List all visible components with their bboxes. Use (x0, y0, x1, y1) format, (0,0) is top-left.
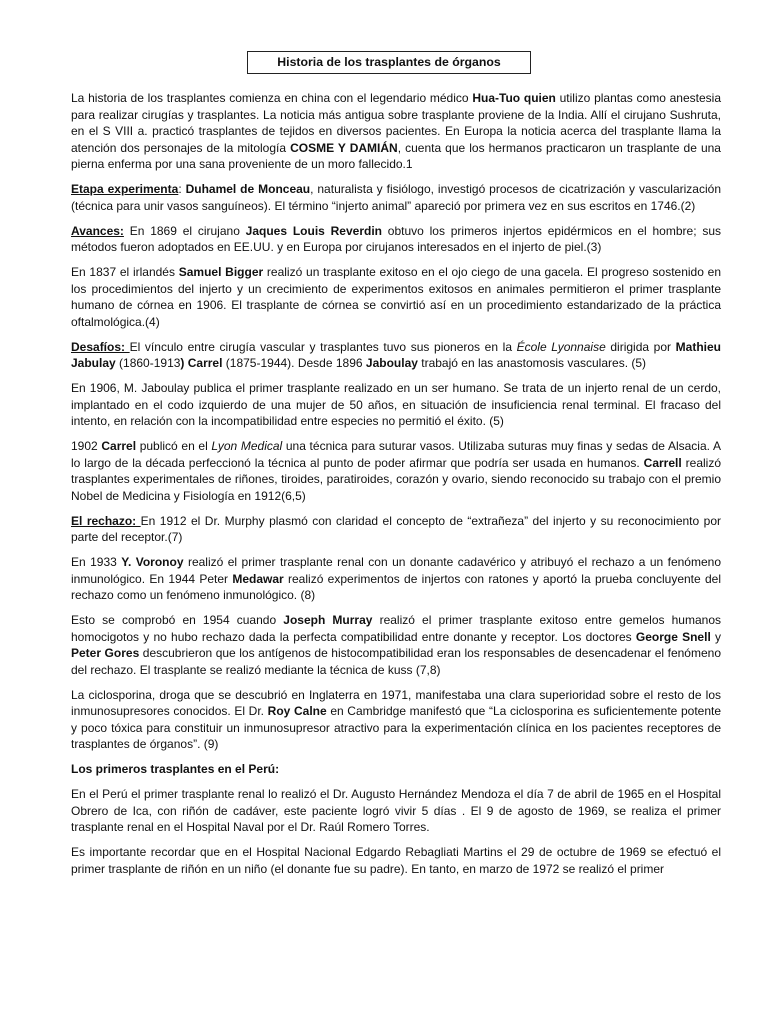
bold-name: Duhamel de Monceau (185, 182, 311, 196)
bold-name: Carrell (643, 455, 682, 470)
text-run: realizó trasplantes experimentales de riñones, tiroides, paratiroides, corazón y ovario, siendo reconocido su trabajo con el premio Nobel de Medicina y Fisiología en 1912(6,5) (71, 455, 721, 503)
text-run: en Cambridge manifestó que “La ciclosporina es suficientemente potente y poco tóxica para constituir un inmunosupresor atractivo para la experimentación clínica en los pacientes receptores de trasplantes de órganos”. (9) (71, 704, 722, 751)
bold-name: Carrel (101, 439, 137, 453)
document-title: Historia de los trasplantes de órganos (247, 51, 531, 74)
paragraph-voronoy (71, 554, 721, 604)
bold-name: Medawar (232, 571, 284, 586)
text-run: , naturalista y fisiólogo, investigó procesos de cicatrización y vascularización (técnica para unir vasos sanguíneos). El término “injerto animal” apareció por primera vez en sus escritos en 1746.(2) (71, 182, 721, 213)
text-run: realizó un trasplante exitoso en el ojo ciego de una gacela. El progreso sostenido en los procedimientos del injerto y un crecimiento de experimentos exitosos en animales permitieron el primer trasplante humano de córnea en 1906. El trasplante de córnea se convirtió así en un procedimiento estandarizado de la práctica oftalmológica.(4) (71, 265, 721, 329)
section-label: Avances: (71, 223, 124, 238)
text-run: obtuvo los primeros injertos epidérmicos en el hombre; sus métodos fueron adoptados en EE.UU. y en Europa por cirujanos interesados en el injerto de piel.(3) (71, 223, 722, 254)
paragraph-intro (71, 90, 721, 173)
text-run: (1860-1913 (115, 356, 181, 370)
text-run: una técnica para suturar vasos. Utilizaba suturas muy finas y sedas de Alsacia. A lo largo de la década perfeccionó la técnica al punto de poder afirmar que podría ser usada en humanos. (71, 439, 721, 470)
bold-name: George Snell (635, 629, 711, 644)
text-run: En 1837 el irlandés (71, 265, 179, 279)
text-run: : (178, 182, 186, 196)
paragraph-etapa-experimental (71, 181, 721, 214)
bold-name: Y. Voronoy (121, 555, 184, 569)
bold-name: Roy Calne (267, 704, 327, 718)
bold-name: Jaboulay (365, 356, 418, 370)
bold-name: Samuel Bigger (178, 265, 264, 279)
text-run: publicó en el (136, 439, 212, 453)
paragraph-carrel-1902 (71, 438, 721, 504)
italic-term: École Lyonnaise (516, 339, 606, 354)
text-run: La historia de los trasplantes comienza en china con el legendario médico (71, 91, 473, 105)
text-run: trabajó en las anastomosis vasculares. (5) (417, 356, 647, 370)
text-run: En 1869 el cirujano (123, 223, 246, 238)
bold-name: Peter Gores (71, 646, 140, 660)
paragraph-peru-1965 (71, 786, 721, 836)
text-run: realizó el primer trasplante renal con un donante cadavérico y atribuyó el rechazo a un fenómeno inmunológico. En 1944 Peter (71, 555, 721, 586)
text-run: descubrieron que los antígenos de histocompatibilidad eran los responsables de desencadenar el fenómeno del rechazo. El trasplante se realizó mediante la técnica de kuss (7,8) (71, 646, 721, 677)
text-run: El vínculo entre cirugía vascular y trasplantes tuvo sus pioneros en la (129, 339, 517, 354)
section-heading-peru: Los primeros trasplantes en el Perú: (71, 762, 280, 776)
text-run: utilizo plantas como anestesia para realizar cirugías y trasplantes. La noticia más antigua sobre trasplante proviene de la India. Allí el cirujano Sushruta, en el S VIII a. practicó trasplantes de tejidos en diversos pacientes. En Europa la noticia acerca del trasplante llama la atención dos personajes de la mitología (71, 91, 721, 155)
text-run: En 1933 (71, 555, 122, 569)
document-body (71, 90, 721, 886)
bold-name: Hua-Tuo quien (472, 91, 556, 105)
text-run: En el Perú el primer trasplante renal lo realizó el Dr. Augusto Hernández Mendoza el día 7 de abril de 1965 en el Hospital Obrero de Ica, con riñón de cadáver, este paciente logró vivir 5 días . El 9 de agosto de 1969, se realiza el primer trasplante renal en el Hospital Naval por el Dr. Raúl Romero Torres. (71, 787, 721, 834)
bold-name: Jaques Louis Reverdin (245, 223, 382, 238)
bold-name: ) Carrel (180, 356, 223, 370)
bold-name: Joseph Murray (283, 613, 373, 627)
paragraph-desafios (71, 339, 721, 372)
paragraph-peru-1969 (71, 844, 721, 877)
text-run: Esto se comprobó en 1954 cuando (71, 613, 284, 627)
paragraph-jaboulay-1906 (71, 380, 721, 430)
text-run: (1875-1944). Desde 1896 (222, 356, 366, 370)
paragraph-bigger (71, 264, 721, 330)
paragraph-ciclosporina (71, 687, 721, 753)
text-run: 1902 (71, 439, 102, 453)
text-run: realizó el primer trasplante exitoso entre gemelos humanos homocigotos y no hubo rechazo dada la perfecta compatibilidad entre donante y receptor. Los doctores (71, 613, 721, 644)
italic-term: Lyon Medical (211, 439, 283, 453)
text-run: La ciclosporina, droga que se descubrió en Inglaterra en 1971, manifestaba una clara superioridad sobre el resto de los inmunosupresores conocidos. El Dr. (71, 687, 721, 718)
paragraph-rechazo (71, 513, 721, 546)
bold-name: Mathieu Jabulay (71, 339, 721, 370)
text-run: dirigida por (605, 339, 676, 354)
text-run: En 1906, M. Jaboulay publica el primer trasplante realizado en un ser humano. Se trata de un injerto renal de un cerdo, implantado en el codo izquierdo de una mujer de 50 años, en situación de insuficiencia renal terminal. El fracaso del intento, en relación con la incompatibilidad entre especies no permitió el éxito. (5) (71, 381, 721, 428)
text-run: En 1912 el Dr. Murphy plasmó con claridad el concepto de “extrañeza” del injerto y su reconocimiento por parte del receptor.(7) (71, 513, 721, 544)
section-label: Desafíos: (71, 339, 130, 354)
text-run: , cuenta que los hermanos practicaron un trasplante de una pierna enferma por una sana proveniente de un moro fallecido.1 (71, 140, 721, 171)
section-label: El rechazo: (71, 513, 141, 528)
paragraph-murray (71, 612, 721, 678)
section-label: Etapa experimenta (71, 182, 179, 196)
paragraph-avances (71, 223, 721, 256)
text-run: realizó experimentos de injertos con ratones y aportó la prueba concluyente del rechazo como un fenómeno inmunológico. (8) (71, 571, 721, 602)
text-run: Es importante recordar que en el Hospital Nacional Edgardo Rebagliati Martins el 29 de octubre de 1969 se efectuó el primer trasplante de riñón en un niño (el donante fue su padre). En tanto, en marzo de 1972 se realizó el primer (71, 845, 721, 876)
bold-name: COSME Y DAMIÁN (290, 140, 398, 155)
text-run: y (710, 629, 721, 644)
